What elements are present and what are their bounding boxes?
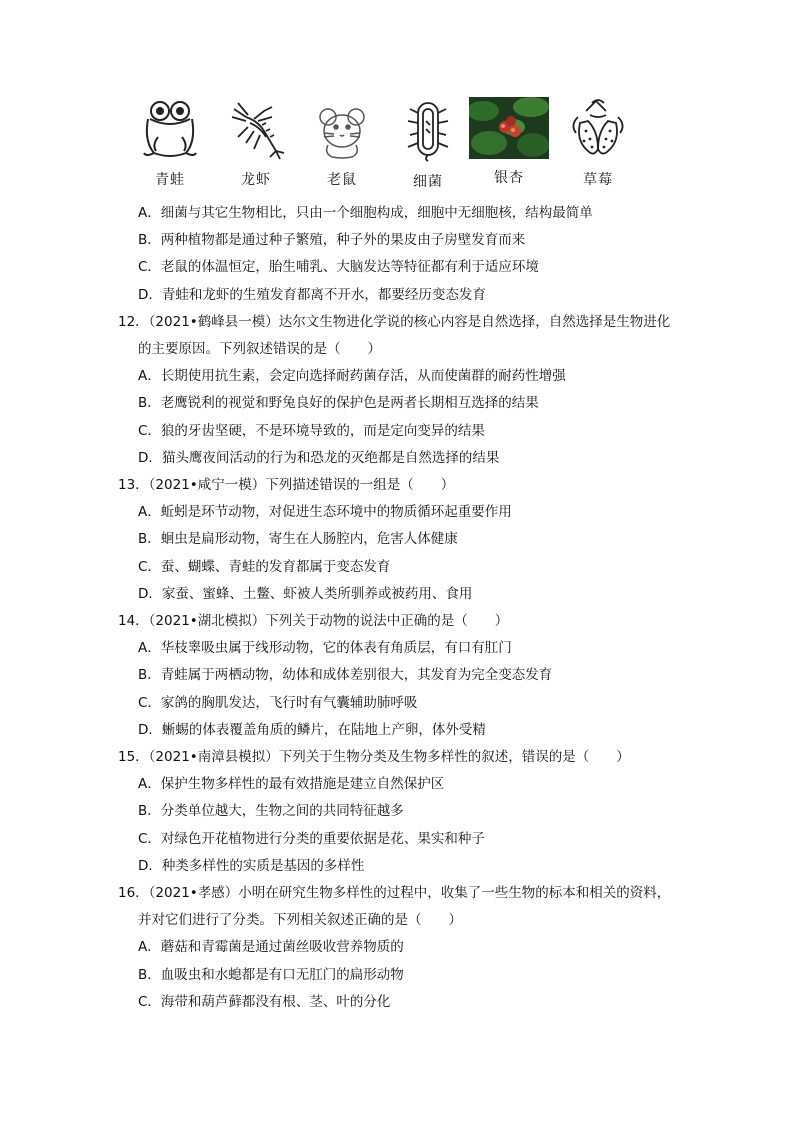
question-14 <box>118 608 698 744</box>
question-15 <box>118 744 698 880</box>
option-c: C．蚕、蝴蝶、青蛙的发育都属于变态发育 <box>138 558 391 575</box>
option-c: C．老鼠的体温恒定，胎生哺乳、大脑发达等特征都有利于适应环境 <box>138 259 539 276</box>
question-11-options <box>118 200 698 309</box>
bacterium-icon <box>396 97 460 163</box>
question-stem: 13．（2021•咸宁一模）下列描述错误的一组是（ ） <box>118 477 455 494</box>
option-d: D．猫头鹰夜间活动的行为和恐龙的灭绝都是自然选择的结果 <box>138 449 500 466</box>
question-stem-continued: 的主要原因。下列叙述错误的是（ ） <box>138 341 381 358</box>
ginkgo-photo <box>469 97 549 159</box>
question-13 <box>118 472 698 608</box>
mouse-icon <box>310 97 374 161</box>
figure-strawberry <box>558 97 638 189</box>
organism-figures <box>130 97 650 195</box>
figure-ginkgo <box>468 97 550 187</box>
option-d: D．种类多样性的实质是基因的多样性 <box>138 857 365 874</box>
question-stem: 16．（2021•孝感）小明在研究生物多样性的过程中，收集了一些生物的标本和相关的资料， <box>118 885 671 902</box>
option-a: A．蘑菇和青霉菌是通过菌丝吸收营养物质的 <box>138 939 404 956</box>
option-b: B．两种植物都是通过种子繁殖，种子外的果皮由子房壁发育而来 <box>138 232 526 249</box>
figure-label: 细菌 <box>413 174 443 190</box>
question-stem: 14．（2021•湖北模拟）下列关于动物的说法中正确的是（ ） <box>118 613 509 630</box>
option-c: C．对绿色开花植物进行分类的重要依据是花、果实和种子 <box>138 830 485 847</box>
question-12 <box>118 309 698 472</box>
option-b: B．分类单位越大，生物之间的共同特征越多 <box>138 803 404 820</box>
figure-label: 银杏 <box>494 170 524 186</box>
option-b: B．老鹰锐利的视觉和野兔良好的保护色是两者长期相互选择的结果 <box>138 395 539 412</box>
question-16 <box>118 880 698 1016</box>
figure-bacterium <box>388 97 468 191</box>
option-a: A．长期使用抗生素，会定向选择耐药菌存活，从而使菌群的耐药性增强 <box>138 368 566 385</box>
figure-label: 老鼠 <box>327 172 357 188</box>
question-stem: 15．（2021•南漳县模拟）下列关于生物分类及生物多样性的叙述，错误的是（ ） <box>118 749 630 766</box>
option-c: C．狼的牙齿坚硬，不是环境导致的，而是定向变异的结果 <box>138 422 485 439</box>
figure-frog <box>130 97 210 189</box>
option-d: D．蜥蜴的体表覆盖角质的鳞片，在陆地上产卵，体外受精 <box>138 721 486 738</box>
crayfish-icon <box>224 97 288 161</box>
question-stem-continued: 并对它们进行了分类。下列相关叙述正确的是（ ） <box>138 912 462 929</box>
frog-icon <box>138 97 202 161</box>
figure-label: 龙虾 <box>241 172 271 188</box>
option-d: D．青蛙和龙虾的生殖发育都离不开水，都要经历变态发育 <box>138 286 486 303</box>
option-b: B．青蛙属于两栖动物，幼体和成体差别很大，其发育为完全变态发育 <box>138 667 553 684</box>
option-a: A．蚯蚓是环节动物，对促进生态环境中的物质循环起重要作用 <box>138 504 512 521</box>
option-a: A．保护生物多样性的最有效措施是建立自然保护区 <box>138 776 445 793</box>
option-a: A．华枝睾吸虫属于线形动物，它的体表有角质层，有口有肛门 <box>138 640 512 657</box>
option-a: A．细菌与其它生物相比，只由一个细胞构成，细胞中无细胞核，结构最简单 <box>138 205 593 221</box>
option-c: C．海带和葫芦藓都没有根、茎、叶的分化 <box>138 993 391 1010</box>
figure-label: 草莓 <box>583 172 613 188</box>
option-d: D．家蚕、蜜蜂、土鳖、虾被人类所驯养或被药用、食用 <box>138 585 473 602</box>
figure-label: 青蛙 <box>155 172 185 188</box>
figure-mouse <box>302 97 382 189</box>
option-c: C．家鸽的胸肌发达，飞行时有气囊辅助肺呼吸 <box>138 694 418 711</box>
option-b: B．蛔虫是扁形动物，寄生在人肠腔内，危害人体健康 <box>138 531 458 548</box>
figure-crayfish <box>216 97 296 189</box>
question-stem: 12．（2021•鹤峰县一模）达尔文生物进化学说的核心内容是自然选择，自然选择是生物进化 <box>118 313 671 330</box>
question-list <box>118 200 698 1016</box>
strawberry-icon <box>566 97 630 161</box>
option-b: B．血吸虫和水螅都是有口无肛门的扁形动物 <box>138 966 404 983</box>
